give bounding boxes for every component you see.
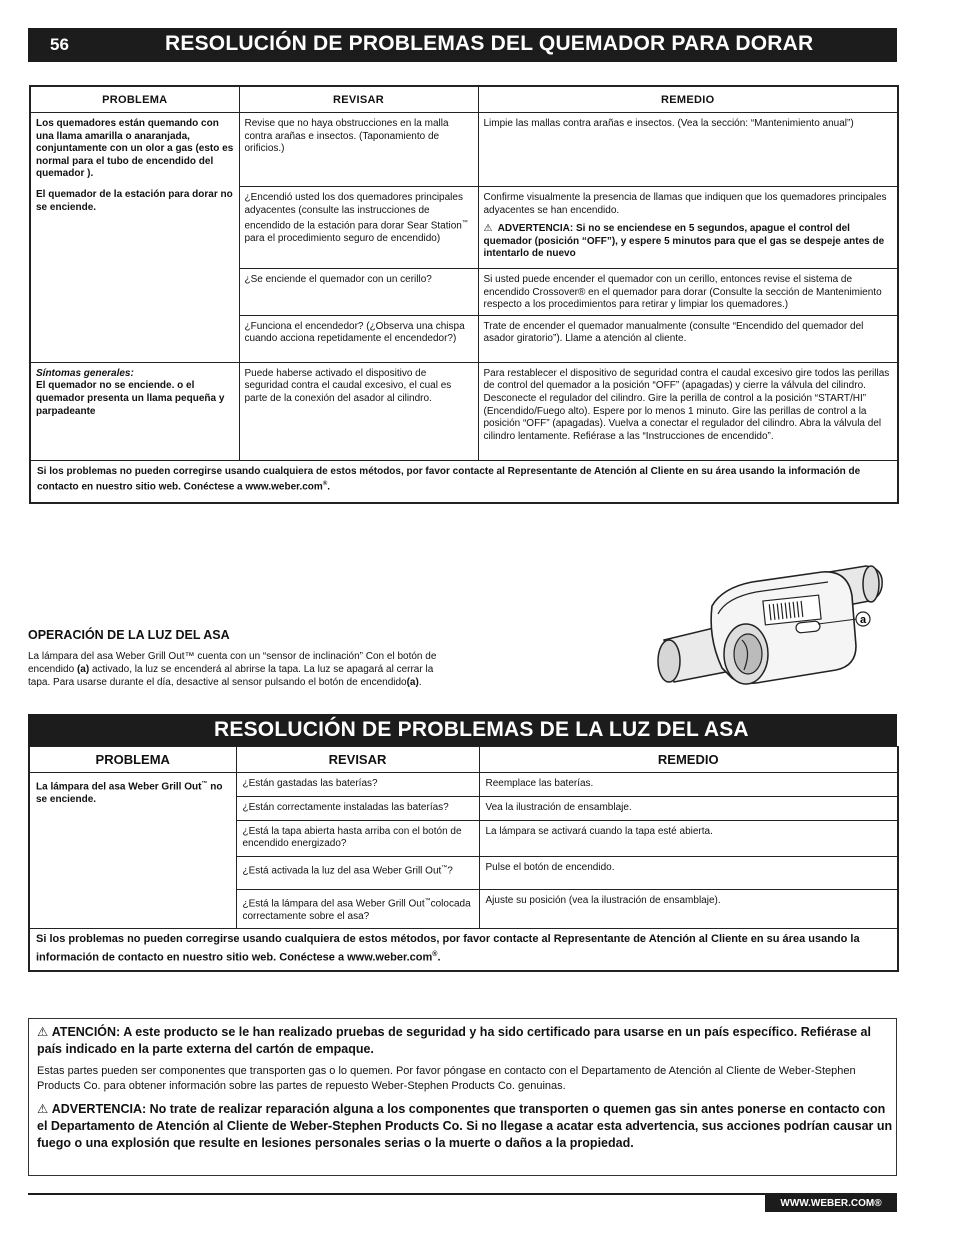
section-header bbox=[28, 714, 897, 746]
column-header-problem: PROBLEMA bbox=[29, 747, 236, 773]
check-cell bbox=[236, 856, 479, 889]
table-footer-row bbox=[29, 929, 898, 971]
warning-icon: ⚠ bbox=[483, 223, 493, 235]
callout-reference: (a) bbox=[406, 677, 419, 688]
warning-text: ADVERTENCIA: No trate de realizar reparación alguna a los componentes que transporten o quemen gas sin antes ponerse en contacto con el Departamento de Atención al Cliente de Weber-Stephen Products Co. Si no llegase a acatar esta advertencia, sus acciones podrían causar un fuego o una explosión que resulte en lesiones personales serias o la muerte o daños a la propiedad. bbox=[37, 1102, 893, 1150]
operation-text-part: La lámpara del asa Weber Grill Out™ cuenta con un “sensor de inclinación” Con el botón de encendido bbox=[28, 651, 437, 675]
remedy-cell: Si usted puede encender el quemador con un cerillo, entonces revise el sistema de encendido Crossover® en el quemador para dorar (Consulte la sección de Mantenimiento respecto a los procedimientos para retirar y limpiar los quemadores.) bbox=[478, 269, 898, 316]
table-header-row bbox=[29, 747, 898, 773]
operation-text-part: activado, la luz se encenderá al abrirse la tapa. La luz se apagará al cerrar la tapa. Para usarse durante el día, desactive al sensor pulsando el botón de encendido bbox=[28, 664, 434, 688]
warning-text bbox=[484, 223, 893, 261]
table-row bbox=[30, 113, 898, 187]
remedy-cell: Pulse el botón de encendido. bbox=[479, 856, 898, 889]
check-text: ¿Encendió usted los dos quemadores principales adyacentes (consulte las instrucciones de encendido de la estación para dorar Sear Station bbox=[244, 192, 463, 232]
page-header bbox=[28, 28, 897, 62]
column-header-problem: PROBLEMA bbox=[30, 86, 239, 113]
contact-text: Si los problemas no pueden corregirse usando cualquiera de estos métodos, por favor contacte al Representante de Atención al Cliente en su área usando la información de contacto en nuestro sitio web. Conéctese a www.weber.com bbox=[36, 933, 860, 964]
table-footer-row bbox=[30, 460, 898, 503]
remedy-cell: Ajuste su posición (vea la ilustración de ensamblaje). bbox=[479, 889, 898, 929]
footer-website: WWW.WEBER.COM® bbox=[765, 1195, 897, 1212]
warning-icon: ⚠ bbox=[37, 1025, 49, 1039]
column-header-remedy: REMEDIO bbox=[479, 747, 898, 773]
contact-note bbox=[30, 460, 898, 503]
attention-text: ATENCIÓN: A este producto se le han realizado pruebas de seguridad y ha sido certificado para usarse en un país específico. Refiérase al país indicado en la parte externa del cartón de empaque. bbox=[37, 1025, 871, 1056]
problem-text: no se enciende. bbox=[36, 781, 223, 805]
problem-text: La lámpara del asa Weber Grill Out bbox=[36, 781, 202, 793]
problem-cell bbox=[29, 773, 236, 929]
table-row bbox=[29, 773, 898, 797]
warning-icon: ⚠ bbox=[37, 1102, 49, 1116]
table-row bbox=[30, 362, 898, 460]
table-header-row bbox=[30, 86, 898, 113]
check-cell: Revise que no haya obstrucciones en la malla contra arañas e insectos. (Taponamiento de orificios.) bbox=[239, 113, 478, 187]
check-cell: ¿Funciona el encendedor? (¿Observa una chispa cuando acciona repetidamente el encendedor?) bbox=[239, 315, 478, 362]
check-cell: ¿Están gastadas las baterías? bbox=[236, 773, 479, 797]
problem-cell bbox=[30, 362, 239, 460]
trademark: ™ bbox=[461, 220, 468, 227]
problem-cell bbox=[30, 113, 239, 363]
trademark: ™ bbox=[424, 897, 431, 904]
handle-light-troubleshooting-table bbox=[28, 746, 899, 972]
check-cell bbox=[239, 187, 478, 269]
contact-text: . bbox=[327, 481, 331, 493]
warning-message: ADVERTENCIA: Si no se enciendese en 5 segundos, apague el control del quemador (posición “OFF”), y espere 5 minutos para que el gas se despeje antes de intentarlo de nuevo bbox=[483, 223, 885, 260]
remedy-cell: Reemplace las baterías. bbox=[479, 773, 898, 797]
remedy-cell: Vea la ilustración de ensamblaje. bbox=[479, 797, 898, 821]
check-text: para el procedimiento seguro de encendido) bbox=[244, 233, 441, 245]
check-cell: ¿Se enciende el quemador con un cerillo? bbox=[239, 269, 478, 316]
check-cell bbox=[236, 889, 479, 929]
warning-notice bbox=[37, 1101, 897, 1152]
general-symptoms-label: Síntomas generales: bbox=[36, 367, 134, 379]
check-cell: ¿Están correctamente instaladas las baterías? bbox=[236, 797, 479, 821]
registered-mark: ® bbox=[432, 951, 438, 959]
column-header-check: REVISAR bbox=[236, 747, 479, 773]
check-text: ? bbox=[447, 865, 453, 877]
check-text: ¿Está la lámpara del asa Weber Grill Out bbox=[242, 898, 425, 910]
sear-burner-troubleshooting-table bbox=[29, 85, 899, 504]
problem-text: El quemador de la estación para dorar no se enciende. bbox=[36, 188, 233, 213]
section-title: RESOLUCIÓN DE PROBLEMAS DE LA LUZ DEL ASA bbox=[214, 718, 749, 741]
callout-reference: (a) bbox=[76, 664, 90, 675]
trademark: ™ bbox=[441, 864, 448, 871]
remedy-cell: Trate de encender el quemador manualmente (consulte “Encendido del quemador del asador giratorio”). Llame a atención al cliente. bbox=[478, 315, 898, 362]
operation-text bbox=[28, 650, 448, 689]
problem-text: El quemador no se enciende. o el quemador presenta un llama pequeña y parpadeante bbox=[36, 380, 225, 417]
contact-text: . bbox=[437, 951, 441, 964]
page-number: 56 bbox=[50, 35, 69, 54]
contact-text: Si los problemas no pueden corregirse usando cualquiera de estos métodos, por favor contacte al Representante de Atención al Cliente en su área usando la información de contacto en nuestro sitio web. Conéctese a www.weber.com bbox=[37, 465, 861, 493]
page-title: RESOLUCIÓN DE PROBLEMAS DEL QUEMADOR PARA DORAR bbox=[165, 32, 814, 55]
callout-label: a bbox=[859, 614, 867, 626]
check-text: ¿Está activada la luz del asa Weber Grill Out bbox=[242, 865, 442, 877]
check-cell: Puede haberse activado el dispositivo de seguridad contra el caudal excesivo, el cual es parte de la conexión del asador al cilindro. bbox=[239, 362, 478, 460]
operation-text-part: . bbox=[418, 677, 422, 688]
attention-notice bbox=[37, 1024, 897, 1058]
remedy-cell: Limpie las mallas contra arañas e insectos. (Vea la sección: “Mantenimiento anual”) bbox=[478, 113, 898, 187]
remedy-cell bbox=[478, 187, 898, 269]
handle-light-illustration bbox=[652, 558, 892, 714]
trademark: ™ bbox=[201, 781, 208, 787]
column-header-check: REVISAR bbox=[239, 86, 478, 113]
problem-text: Los quemadores están quemando con una llama amarilla o anaranjada, conjuntamente con un olor a gas (esto es normal para el tubo de encendido del quemador ). bbox=[36, 118, 234, 180]
operation-title: OPERACIÓN DE LA LUZ DEL ASA bbox=[28, 628, 230, 642]
parts-notice: Estas partes pueden ser componentes que transporten gas o lo quemen. Por favor póngase en contacto con el Departamento de Atención al Cliente de Weber-Stephen Products Co. para obtener información sobre las partes de repuesto Weber-Stephen Products Co. genuinas. bbox=[37, 1065, 856, 1092]
check-cell: ¿Está la tapa abierta hasta arriba con el botón de encendido energizado? bbox=[236, 820, 479, 856]
contact-note bbox=[29, 929, 898, 971]
remedy-text: Confirme visualmente la presencia de llamas que indiquen que los quemadores principales adyacentes se han encendido. bbox=[483, 192, 887, 216]
safety-notice-box bbox=[28, 1018, 897, 1176]
column-header-remedy: REMEDIO bbox=[478, 86, 898, 113]
remedy-cell: La lámpara se activará cuando la tapa esté abierta. bbox=[479, 820, 898, 856]
remedy-cell: Para restablecer el dispositivo de seguridad contra el caudal excesivo gire todos las perillas de control del quemador a la posición “OFF” (apagadas) y cierre la válvula del cilindro. Desconecte el regulador del cilindro. Gire la perilla de control a la posición “START/HI” (Encendido/Fuego alto). Espere por lo menos 1 minuto. Gire las perillas de control a la posición “OFF” (apagadas). Vuelva a conectar el regulador del cilindro. Abra la válvula del cilindro lentamente. Refiérase a las “Instrucciones de encendido”. bbox=[478, 362, 898, 460]
check-text: colocada correctamente sobre el asa? bbox=[242, 898, 471, 922]
registered-mark: ® bbox=[322, 481, 328, 488]
